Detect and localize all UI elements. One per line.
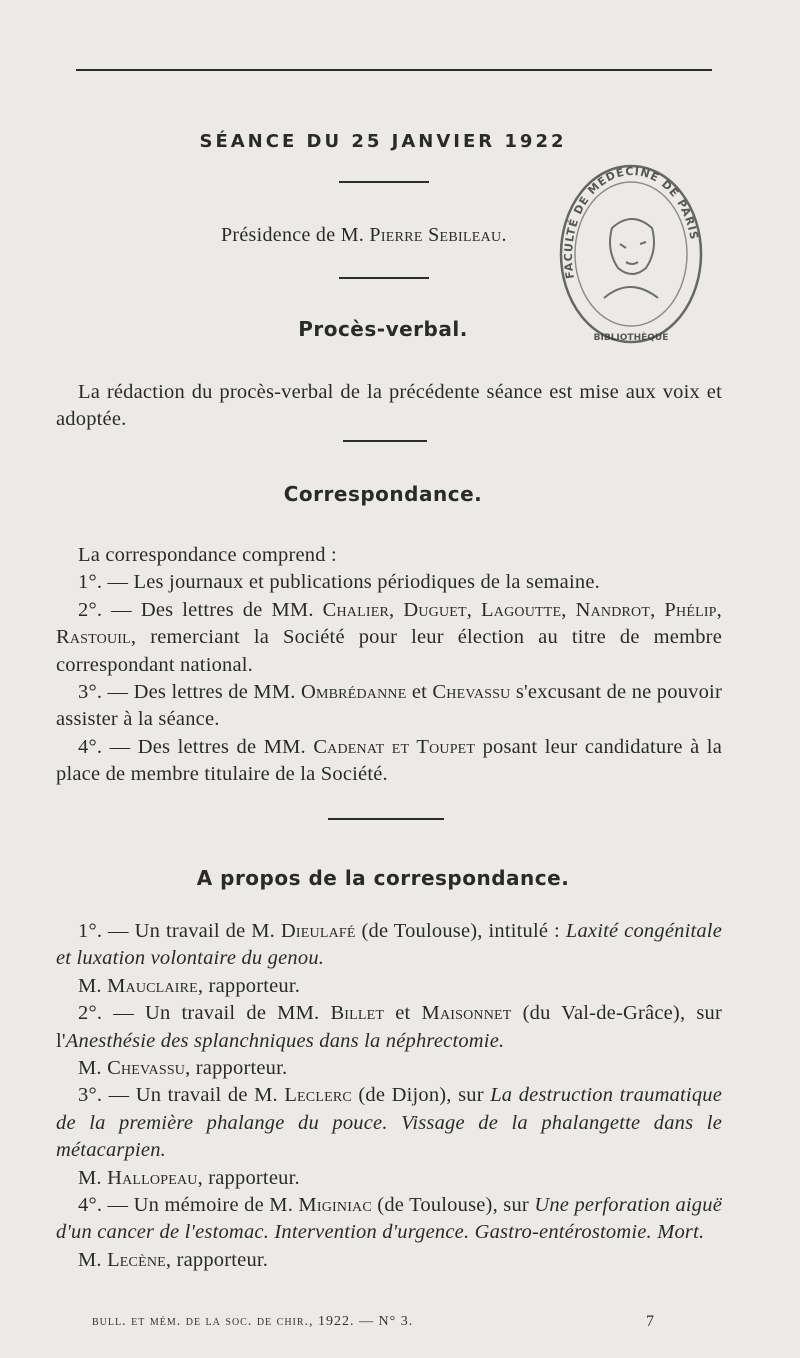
- a-propos-item-2: [56, 1000, 722, 1055]
- journal-reference: bull. et mém. de la soc. de chir., 1922. — N° 3.: [92, 1314, 414, 1329]
- presidence-line: [221, 224, 507, 247]
- item-text: 3°. — Des lettres de MM.: [78, 681, 301, 704]
- item-text: (du Val-de-Grâce), sur l': [56, 1002, 722, 1052]
- author-name: Billet: [330, 1002, 385, 1025]
- proces-verbal-text: [56, 379, 722, 434]
- rapporteur-name: Mauclaire: [107, 974, 198, 997]
- footer-journal-reference: [92, 1313, 413, 1330]
- member-name: Ombrédanne: [300, 681, 407, 704]
- author-name: Leclerc: [284, 1084, 352, 1107]
- author-name: Dieulafé: [280, 920, 356, 942]
- correspondance-intro: La correspondance comprend :: [78, 544, 337, 566]
- item-text: , rapporteur.: [185, 1057, 288, 1080]
- work-title: Anesthésie des splanchniques dans la néphrectomie.: [65, 1029, 505, 1052]
- item-text: 3°. — Un travail de M.: [78, 1084, 285, 1107]
- item-text: 4°. — Des lettres de MM.: [78, 735, 314, 758]
- seance-title: SÉANCE DU 25 JANVIER 1922: [199, 131, 567, 152]
- section-heading-correspondance: Correspondance.: [283, 482, 483, 506]
- item-text: , rapporteur.: [165, 1248, 269, 1271]
- rapporteur-name: Lecène: [107, 1248, 166, 1271]
- rapporteur-name: Hallopeau: [107, 1166, 198, 1189]
- item-text: 1°. — Un travail de M.: [78, 920, 281, 942]
- item-text: M.: [78, 1166, 108, 1189]
- correspondance-item-3: [56, 679, 722, 734]
- item-text: M.: [78, 1057, 108, 1080]
- rapporteur-name: Chevassu: [107, 1057, 186, 1080]
- author-name: Maisonnet: [421, 1002, 512, 1025]
- stamp-text-top: FACULTÉ DE MÉDECINE DE PARIS: [561, 164, 701, 280]
- item-text: M.: [78, 1248, 108, 1271]
- item-text: 2°. — Un travail de MM.: [78, 1002, 331, 1025]
- item-text: M.: [78, 974, 108, 997]
- divider: [343, 440, 427, 442]
- rapporteur-line: [56, 1055, 722, 1082]
- item-text: posant leur candidature à la place de membre titulaire de la Société.: [56, 735, 722, 786]
- divider: [328, 818, 444, 820]
- a-propos-text: [56, 918, 722, 1274]
- item-text: , rapporteur.: [197, 974, 301, 997]
- rapporteur-line: [56, 1165, 722, 1192]
- a-propos-item-3: [56, 1082, 722, 1164]
- item-text: 2°. — Des lettres de MM.: [78, 598, 323, 621]
- section-heading-proces-verbal: Procès-verbal.: [298, 317, 468, 341]
- item-text: (de Toulouse), sur: [371, 1194, 535, 1217]
- member-name: Chevassu: [432, 681, 511, 704]
- work-title: Une perforation aiguë d'un cancer de l'estomac. Intervention d'urgence. Gastro-entérostomie. Mort.: [56, 1194, 722, 1244]
- rapporteur-line: [56, 1247, 722, 1274]
- divider: [339, 181, 429, 183]
- item-text: (de Toulouse), intitulé :: [355, 920, 566, 942]
- a-propos-item-1: [56, 918, 722, 973]
- president-name: Pierre Sebileau.: [369, 224, 507, 246]
- top-rule: [76, 69, 712, 71]
- item-text: et: [384, 1002, 422, 1025]
- work-title: Laxité congénitale et luxation volontaire du genou.: [56, 920, 722, 970]
- divider: [339, 277, 429, 279]
- item-text: 4°. — Un mémoire de M.: [78, 1194, 299, 1217]
- stamp-text-bottom: BIBLIOTHÈQUE: [593, 333, 669, 343]
- correspondance-item-1: 1°. — Les journaux et publications périodiques de la semaine.: [78, 571, 600, 594]
- author-name: Miginiac: [298, 1194, 372, 1217]
- member-names: Chalier, Duguet, Lagoutte, Nandrot, Phélip, Rastouil,: [56, 598, 722, 649]
- item-text: s'excusant de ne pouvoir assister à la séance.: [56, 681, 722, 731]
- page-number: 7: [646, 1313, 654, 1330]
- item-text: , rapporteur.: [197, 1166, 300, 1189]
- a-propos-item-4: [56, 1192, 722, 1247]
- proces-verbal-paragraph: La rédaction du procès-verbal de la précédente séance est mise aux voix et adoptée.: [56, 381, 722, 431]
- correspondance-item-2: [56, 597, 722, 679]
- work-title: La destruction traumatique de la première phalange du pouce. Vissage de la phalangette dans le métacarpien.: [56, 1084, 723, 1162]
- rapporteur-line: [56, 973, 722, 1000]
- item-text: remerciant la Société pour leur élection au titre de membre correspondant national.: [56, 626, 722, 676]
- member-names: Cadenat et Toupet: [313, 735, 476, 758]
- item-text: (de Dijon), sur: [351, 1084, 491, 1107]
- correspondance-text: [56, 542, 722, 789]
- portrait-icon: [604, 219, 658, 298]
- presidence-prefix: Présidence de M.: [221, 224, 370, 246]
- item-text: et: [406, 681, 433, 704]
- correspondance-item-4: [56, 734, 722, 789]
- section-heading-a-propos: A propos de la correspondance.: [196, 866, 570, 890]
